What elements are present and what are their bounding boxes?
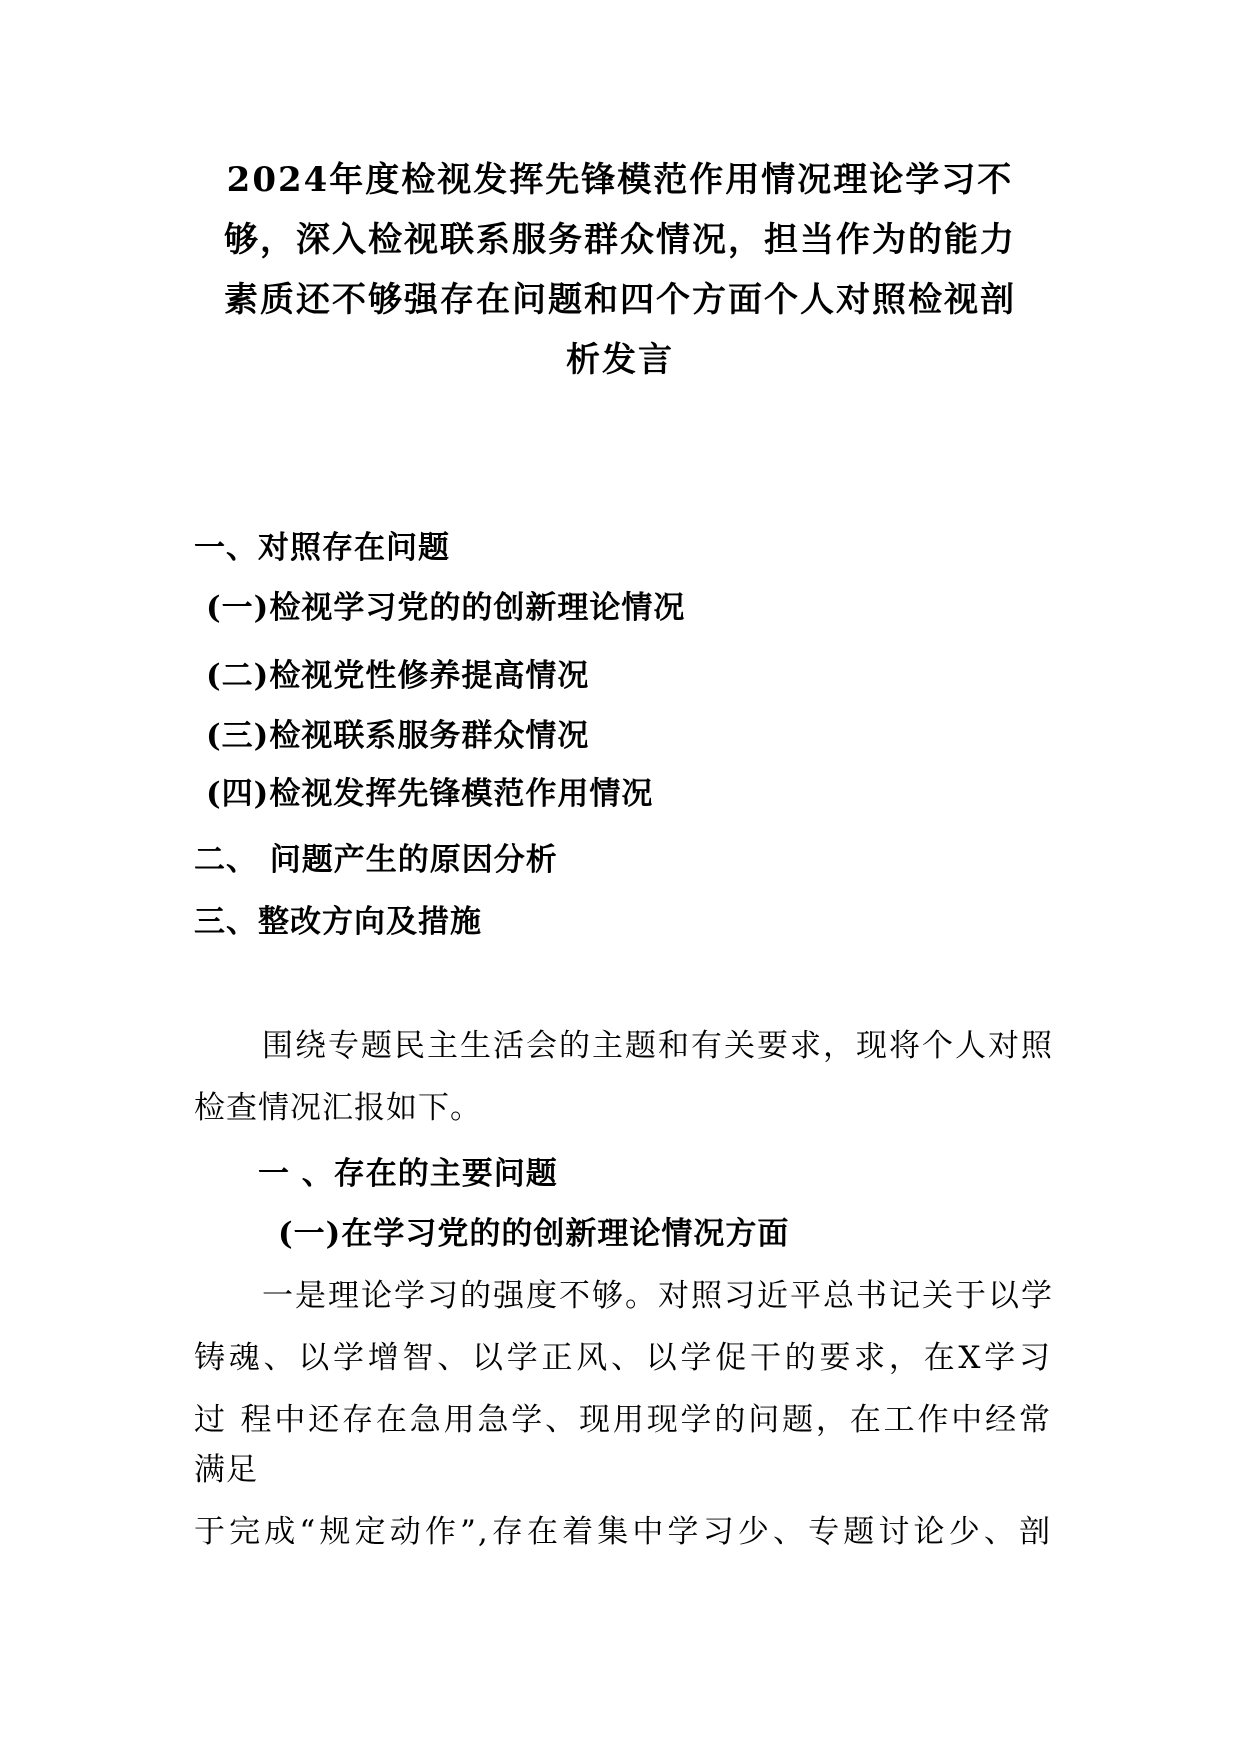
outline-section-1: 一、对照存在问题 — [194, 530, 450, 566]
paragraph-1-line-4: 满足 — [194, 1452, 258, 1488]
document-title-line-1: 2024年度检视发挥先锋模范作用情况理论学习不 — [226, 160, 1014, 200]
outline-section-2: 二、 问题产生的原因分析 — [194, 842, 558, 878]
paragraph-1-line-5: 于完成“规定动作”,存在着集中学习少、专题讨论少、剖 — [194, 1514, 1052, 1550]
paragraph-1-line-2: 铸魂、以学增智、以学正风、以学促干的要求，在X学习 — [194, 1340, 1052, 1376]
outline-subsection-3: (三)检视联系服务群众情况 — [206, 718, 590, 754]
document-title-line-2: 够，深入检视联系服务群众情况，担当作为的能力 — [224, 220, 1016, 260]
intro-paragraph-line-2: 检查情况汇报如下。 — [194, 1090, 482, 1126]
document-title-line-4: 析发言 — [566, 340, 674, 380]
outline-subsection-1: (一)检视学习党的的创新理论情况 — [206, 590, 686, 626]
outline-subsection-2: (二)检视党性修养提高情况 — [206, 658, 590, 694]
body-heading-1: 一 、存在的主要问题 — [258, 1156, 558, 1192]
intro-paragraph-line-1: 围绕专题民主生活会的主题和有关要求，现将个人对照 — [262, 1028, 1054, 1064]
body-subheading-1: (一)在学习党的的创新理论情况方面 — [278, 1216, 790, 1252]
paragraph-1-line-1: 一是理论学习的强度不够。对照习近平总书记关于以学 — [262, 1278, 1054, 1314]
document-title-line-3: 素质还不够强存在问题和四个方面个人对照检视剖 — [224, 280, 1016, 320]
outline-subsection-4: (四)检视发挥先锋模范作用情况 — [206, 776, 654, 812]
outline-section-3: 三、整改方向及措施 — [194, 904, 482, 940]
paragraph-1-line-3: 过 程中还存在急用急学、现用现学的问题，在工作中经常 — [194, 1402, 1052, 1438]
